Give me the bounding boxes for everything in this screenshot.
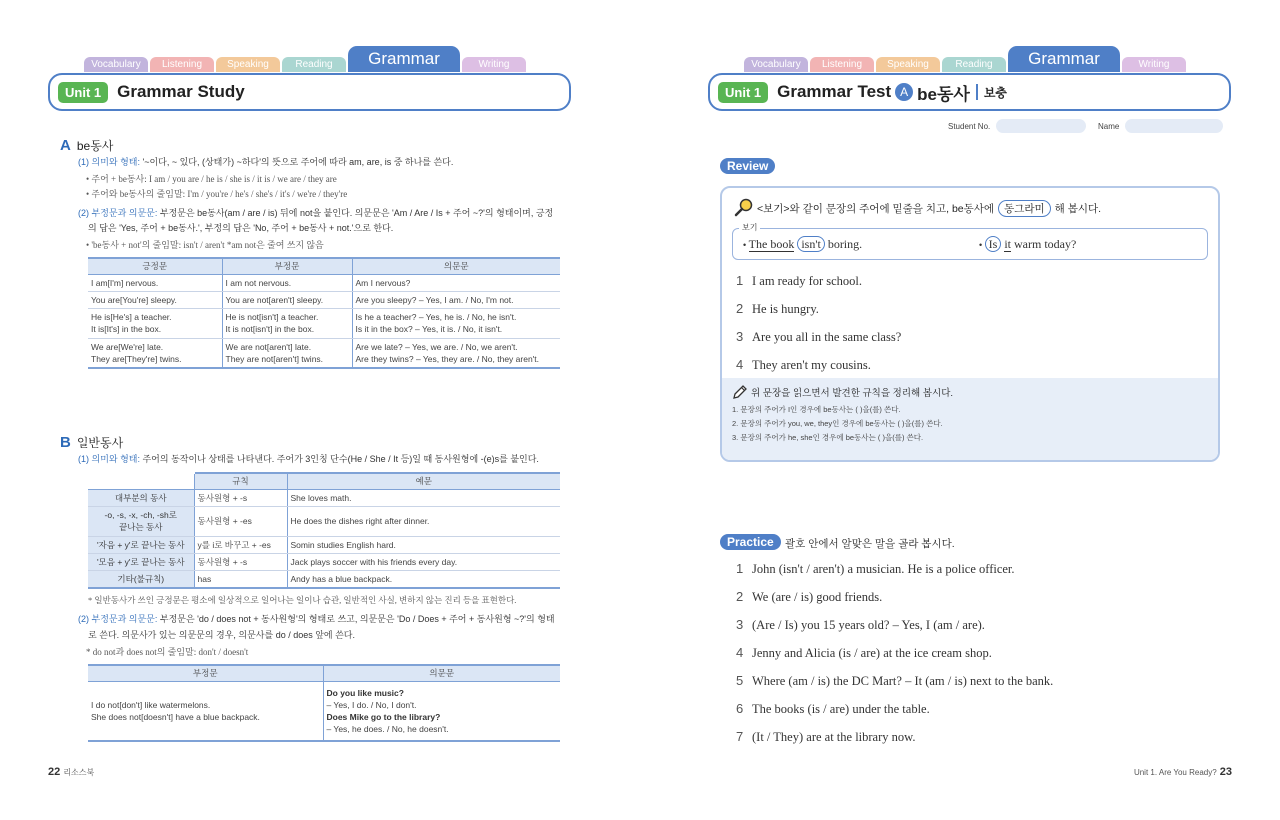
tab-grammar[interactable]: Grammar: [1008, 46, 1120, 72]
page-number: [1134, 766, 1232, 778]
section-title: be동사: [76, 139, 114, 153]
example-2: • Is it warm today?: [979, 237, 1077, 251]
subject-title: be동사: [917, 84, 970, 104]
tab-reading[interactable]: Reading: [942, 57, 1006, 72]
text: 부정문은 'do / does not + 동사원형'의 형태로 쓰고, 의문문은 'Do / Does + 주어 + 동사원형 ~?'의 형태: [157, 614, 555, 624]
section-title: 일반동사: [76, 436, 124, 450]
cell: He is[He's] a teacher. It is[It's] in the box.: [88, 308, 222, 338]
item-text[interactable]: Where (am / is) the DC Mart? – It (am / is) next to the bank.: [752, 674, 1054, 688]
section-b-heading: [60, 434, 123, 451]
tab-reading[interactable]: Reading: [282, 57, 346, 72]
item-text[interactable]: John (isn't / aren't) a musician. He is a police officer.: [752, 562, 1015, 576]
item-number: 4: [736, 357, 744, 372]
instr-text: <보기>와 같이 문장의 주어에 밑줄을 치고, be동사에: [757, 202, 995, 215]
tab-grammar[interactable]: Grammar: [348, 46, 460, 72]
review-label: Review: [720, 158, 775, 174]
cell: -o, -s, -x, -ch, -sh로 끝나는 동사: [88, 506, 194, 536]
col-header: 부정문: [88, 665, 323, 681]
example-verb: Is: [985, 236, 1002, 252]
section-a-p1: [78, 154, 558, 170]
item-text[interactable]: Jenny and Alicia (is / are) at the ice cream shop.: [752, 646, 992, 660]
tab-speaking[interactable]: Speaking: [876, 57, 940, 72]
cell: [287, 489, 560, 506]
item-text[interactable]: We (are / is) good friends.: [752, 590, 883, 604]
tag-label: 보충: [983, 85, 1008, 100]
cell: Is he a teacher? – Yes, he is. / No, he isn't. Is it in the box? – Yes, it is. / No, it isn't.: [352, 308, 560, 338]
pencil-icon: [732, 384, 748, 400]
cell: has: [194, 570, 287, 588]
section-tabs: [744, 46, 1188, 72]
student-no-label: Student No.: [948, 121, 991, 131]
item-text[interactable]: He is hungry.: [752, 302, 819, 316]
table-header-row: [88, 258, 560, 274]
table-row: [88, 553, 560, 570]
item-text[interactable]: They aren't my cousins.: [752, 358, 871, 372]
cell: 기타(불규칙): [88, 570, 194, 588]
example-box: [732, 223, 1208, 260]
section-a-p2: [78, 205, 568, 221]
table-row: [88, 274, 560, 291]
text: '~이다, ~ 있다, (상태가) ~하다'의 뜻으로 주어에 따라 am, are, is 중 하나를 쓴다.: [139, 157, 454, 167]
page-num: 22: [48, 766, 61, 778]
review-item: [736, 329, 901, 345]
practice-item: [736, 729, 915, 745]
example-subject: The book: [748, 237, 795, 251]
student-no-field: [948, 119, 1086, 133]
review-item: [736, 273, 862, 289]
page-header: [48, 73, 571, 111]
tab-vocabulary[interactable]: Vocabulary: [84, 57, 148, 72]
practice-item: [736, 617, 985, 633]
practice-item: [736, 673, 1053, 689]
table-header-row: [88, 473, 560, 489]
example-verb: isn't: [797, 236, 825, 252]
book-name: 리소스북: [63, 768, 95, 777]
answer-example: – Yes, he does. / No, he doesn't.: [326, 723, 449, 734]
table-header-row: [88, 665, 560, 681]
col-header: [88, 473, 194, 489]
practice-item: [736, 701, 930, 717]
practice-item: [736, 645, 992, 661]
item-number: 2: [736, 589, 744, 604]
section-b-p2: [78, 611, 568, 627]
item-text[interactable]: (It / They) are at the library now.: [752, 730, 916, 744]
cell: We are[We're] late. They are[They're] twins.: [88, 338, 222, 368]
item-number: 5: [736, 673, 744, 688]
name-label: Name: [1098, 121, 1120, 131]
question-example: Does Mike go to the library?: [326, 711, 441, 722]
cell: Are we late? – Yes, we are. / No, we aren't. Are they twins? – Yes, they are. / No, they aren't.: [352, 338, 560, 368]
col-header: 부정문: [222, 258, 352, 274]
item-text[interactable]: (Are / Is) you 15 years old? – Yes, I (am / are).: [752, 618, 985, 632]
bullet: • 주어 + be동사: I am / you are / he is / she is / it is / we are / they are: [86, 174, 337, 184]
label: (2) 부정문과 의문문:: [78, 614, 158, 624]
cell: He is not[isn't] a teacher. It is not[isn't] in the box.: [222, 308, 352, 338]
table-row: [88, 536, 560, 553]
cell: y를 i로 바꾸고 + -es: [194, 536, 287, 553]
text: 부정문은 be동사(am / are / is) 뒤에 not을 붙인다. 의문문은 'Am / Are / Is + 주어 ~?'의 형태이며, 긍정: [157, 208, 554, 218]
neg-example: She does not[doesn't] have a blue backpack.: [91, 711, 260, 722]
magnifier-icon: [734, 198, 754, 218]
cell: Are you sleepy? – Yes, I am. / No, I'm not.: [352, 291, 560, 308]
name-input[interactable]: [1125, 119, 1223, 133]
item-number: 3: [736, 329, 744, 344]
section-letter: B: [60, 434, 71, 451]
rule-line[interactable]: 3. 문장의 주어가 he, she인 경우에 be동사는 ( )을(를) 쓴다.: [732, 433, 924, 442]
label: (1) 의미와 형태:: [78, 454, 140, 464]
section-letter: A: [60, 137, 71, 154]
cell: Jack plays soccer with his friends every day.: [287, 553, 560, 570]
col-header: 예문: [287, 473, 560, 489]
item-number: 3: [736, 617, 744, 632]
item-number: 1: [736, 561, 744, 576]
cell: He does the dishes right after dinner.: [287, 506, 560, 536]
tab-listening[interactable]: Listening: [150, 57, 214, 72]
unit-badge: Unit 1: [58, 82, 108, 103]
cell: 동사원형 + -s: [194, 553, 287, 570]
label: (1) 의미와 형태:: [78, 157, 140, 167]
tab-writing[interactable]: Writing: [1122, 57, 1186, 72]
item-text[interactable]: I am ready for school.: [752, 274, 863, 288]
neg-question-table: [88, 664, 560, 742]
table-row: [88, 506, 560, 536]
cell: 대부분의 동사: [88, 489, 194, 506]
cell: [323, 681, 560, 741]
item-text[interactable]: The books (is / are) under the table.: [752, 702, 930, 716]
item-text[interactable]: Are you all in the same class?: [752, 330, 902, 344]
page-title: Grammar Study: [117, 82, 245, 101]
practice-item: [736, 561, 1015, 577]
tab-speaking[interactable]: Speaking: [216, 57, 280, 72]
page-number: [48, 766, 94, 778]
review-instruction: [734, 198, 1101, 218]
cell: [88, 681, 323, 741]
bullet: • 'be동사 + not'의 줄임말: isn't / aren't *am not은 줄여 쓰지 않음: [86, 240, 324, 250]
table-row: [88, 489, 560, 506]
cell: Somin studies English hard.: [287, 536, 560, 553]
rule-title-text: 위 문장을 읽으면서 발견한 규칙을 정리해 봅시다.: [751, 388, 954, 399]
table-row: [88, 681, 560, 741]
section-a-p2-cont: 의 답은 'Yes, 주어 + be동사.', 부정의 답은 'No, 주어 + be동사 + not.'으로 한다.: [88, 223, 394, 233]
footer-text: Unit 1. Are You Ready?: [1133, 768, 1217, 777]
cell: 동사원형 + -s: [194, 489, 287, 506]
cell: Am I nervous?: [352, 274, 560, 291]
example-text: She loves math.: [290, 492, 352, 503]
practice-item: [736, 589, 882, 605]
item-number: 7: [736, 729, 744, 744]
col-header: 의문문: [352, 258, 560, 274]
neg-example: I do not[don't] like watermelons.: [91, 699, 211, 710]
col-header: 규칙: [194, 473, 287, 489]
page-header: [708, 73, 1231, 111]
example-rest: warm today?: [1011, 237, 1077, 251]
bullet: • 주어와 be동사의 줄임말: I'm / you're / he's / she's / it's / we're / they're: [86, 189, 348, 199]
test-level-badge: A: [895, 83, 913, 101]
label: (2) 부정문과 의문문:: [78, 208, 158, 218]
question-example: Do you like music?: [326, 687, 404, 698]
table-row: [88, 338, 560, 368]
example-subject: it: [1004, 237, 1011, 251]
table-row: [88, 570, 560, 588]
footnote: * 일반동사가 쓰인 긍정문은 평소에 일상적으로 일어나는 일이나 습관, 일반적인 사실, 변하지 않는 진리 등을 표현한다.: [88, 595, 517, 605]
section-b-p2-cont: 로 쓴다. 의문사가 있는 의문문의 경우, 의문사를 do / does 앞에 쓴다.: [88, 630, 355, 640]
item-number: 4: [736, 645, 744, 660]
cell: I am not nervous.: [222, 274, 352, 291]
page-title: Grammar Test: [777, 82, 892, 101]
item-number: 2: [736, 301, 744, 316]
section-tabs: [84, 46, 528, 72]
cell: We are not[aren't] late. They are not[aren't] twins.: [222, 338, 352, 368]
section-b-p1: [78, 451, 568, 467]
cell: I am[I'm] nervous.: [88, 274, 222, 291]
be-verb-table: [88, 257, 560, 369]
cell: Andy has a blue backpack.: [287, 570, 560, 588]
cell: '자음 + y'로 끝나는 동사: [88, 536, 194, 553]
rule-summary: [722, 378, 1218, 460]
instr-text: 해 봅시다.: [1054, 202, 1102, 215]
table-row: [88, 308, 560, 338]
rule-line[interactable]: 2. 문장의 주어가 you, we, they인 경우에 be동사는 ( )을(를) 쓴다.: [732, 419, 943, 428]
example-label: 보기: [739, 222, 760, 233]
cell: You are[You're] sleepy.: [88, 291, 222, 308]
tab-vocabulary[interactable]: Vocabulary: [744, 57, 808, 72]
rule-title: [732, 384, 953, 400]
answer-example: – Yes, I do. / No, I don't.: [326, 699, 417, 710]
unit-badge: Unit 1: [718, 82, 768, 103]
right-page: [640, 0, 1280, 820]
item-number: 1: [736, 273, 744, 288]
table-row: [88, 291, 560, 308]
item-number: 6: [736, 701, 744, 716]
col-header: 의문문: [323, 665, 560, 681]
section-a-heading: [60, 137, 113, 154]
cell: You are not[aren't] sleepy.: [222, 291, 352, 308]
tab-writing[interactable]: Writing: [462, 57, 526, 72]
col-header: 긍정문: [88, 258, 222, 274]
example-1: • The book isn't boring.: [743, 237, 863, 251]
name-field: [1098, 119, 1223, 133]
divider: [976, 84, 978, 100]
cell: '모음 + y'로 끝나는 동사: [88, 553, 194, 570]
instr-circle-word: 동그라미: [998, 200, 1051, 217]
tab-listening[interactable]: Listening: [810, 57, 874, 72]
practice-label: Practice: [720, 534, 781, 550]
review-item: [736, 357, 871, 373]
review-box: [720, 186, 1220, 462]
practice-instruction: 괄호 안에서 알맞은 말을 골라 봅시다.: [785, 538, 955, 550]
text: 주어의 동작이나 상태를 나타낸다. 주어가 3인칭 단수(He / She / It 등)일 때 동사원형에 -(e)s를 붙인다.: [139, 454, 539, 464]
rule-line[interactable]: 1. 문장의 주어가 I인 경우에 be동사는 ( )을(를) 쓴다.: [732, 405, 901, 414]
bullet: * do not과 does not의 줄임말: don't / doesn't: [86, 647, 249, 657]
example-rest: boring.: [824, 237, 863, 251]
review-item: [736, 301, 819, 317]
page-num: 23: [1219, 766, 1232, 778]
cell: 동사원형 + -es: [194, 506, 287, 536]
student-no-input[interactable]: [996, 119, 1086, 133]
general-verb-table: [88, 472, 560, 589]
